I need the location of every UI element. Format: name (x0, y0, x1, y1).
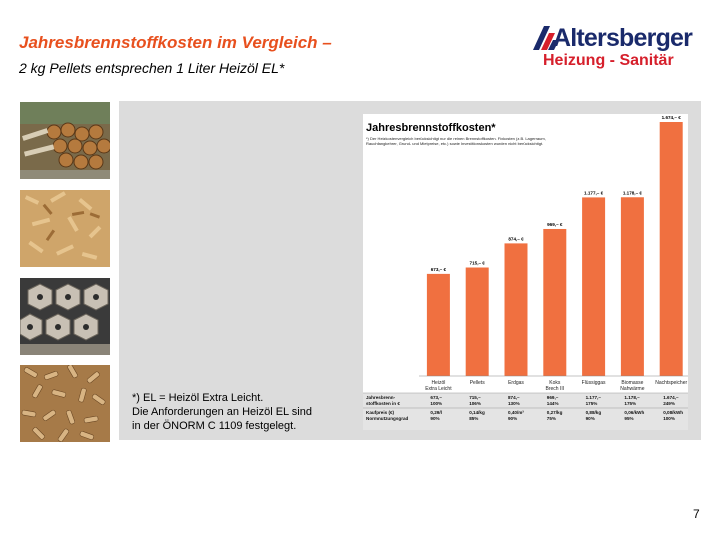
chart-bar (466, 268, 489, 376)
table-cell: 90% (430, 416, 440, 421)
table-cell: 0,14/kg (469, 410, 485, 415)
table-cell: 175% (624, 401, 637, 406)
table-row-label: Jahresbrenn- (366, 395, 396, 400)
category-label: Erdgas (508, 380, 524, 386)
category-label: Pellets (469, 380, 485, 386)
bar-value-label: 1.177,– € (584, 190, 604, 196)
table-cell: 1.177,– (585, 395, 601, 400)
table-cell: 969,– (546, 395, 559, 400)
table-cell: 0,06/kWh (624, 410, 645, 415)
slide-title: Jahresbrennstoffkosten im Vergleich – (19, 33, 332, 52)
photo-wood-chips (20, 190, 110, 267)
footnote-line: Die Anforderungen an Heizöl EL sind (132, 406, 312, 418)
table-cell: 106% (469, 401, 481, 406)
category-label: Biomasse (621, 380, 644, 386)
table-cell: 0,40/m³ (508, 410, 524, 415)
bar-value-label: 1.178,– € (622, 190, 642, 196)
chart-bar (505, 243, 528, 376)
bar-value-label: 1.674,– € (661, 115, 681, 120)
chart-footnote: *) Der Heizkostenvergleich berücksichtigt nur die reinen Brennstoffkosten. Fixkosten (z.B. Lagerraum, Rauchfangkehrer, Grund- und Mietpreise, etc.) sowie Investitionskosten wurden nicht berücksichtigt. (366, 136, 546, 146)
photo-wood-briquettes (20, 278, 110, 355)
table-cell: 85% (469, 416, 479, 421)
bar-value-label: 715,– € (469, 260, 485, 266)
bar-value-label: 874,– € (508, 236, 524, 242)
table-cell: 175% (585, 401, 598, 406)
page-number: 7 (693, 507, 700, 521)
category-label: Nachtspeicher (655, 380, 688, 386)
table-cell: 0,88/kg (585, 410, 602, 415)
table-cell: 0,08/kWh (663, 410, 684, 415)
table-cell: 130% (508, 401, 520, 406)
footnote-line: in der ÖNORM C 1109 festgelegt. (132, 420, 297, 432)
chart-bar (427, 274, 450, 376)
table-cell: 0,29/l (430, 410, 442, 415)
table-cell: 95% (624, 416, 634, 421)
table-cell: 90% (585, 416, 595, 421)
chart-bar (582, 197, 605, 376)
category-label-line2: Nahwärme (620, 386, 645, 392)
company-logo (533, 22, 705, 77)
table-cell: 715,– (469, 395, 481, 400)
table-row-label: stoffkosten in € (366, 401, 400, 406)
table-cell: 249% (663, 401, 675, 406)
photo-firewood-logs (20, 102, 110, 179)
table-cell: 1.178,– (624, 395, 640, 400)
chart-bar (543, 229, 566, 376)
table-cell: 144% (546, 401, 559, 406)
table-cell: 90% (508, 416, 518, 421)
chart-title: Jahresbrennstoffkosten* (366, 122, 496, 134)
table-cell: 75% (546, 416, 557, 421)
category-label: Flüssiggas (581, 380, 606, 386)
fuel-cost-chart (363, 114, 688, 430)
category-label-line2: Extra Leicht (425, 386, 452, 392)
category-label-line2: Brech III (545, 386, 565, 392)
chart-plot (363, 114, 688, 430)
photo-wood-pellets (20, 365, 110, 442)
bar-value-label: 673,– € (430, 266, 447, 272)
chart-bar (660, 122, 683, 376)
logo-tagline: Heizung - Sanitär (543, 52, 674, 69)
chart-bar (621, 197, 644, 376)
category-label: Heizöl (431, 380, 446, 386)
table-row-label: Normnutzungsgrad (366, 416, 409, 421)
footnote-line: *) EL = Heizöl Extra Leicht. (132, 392, 264, 404)
slide-subtitle: 2 kg Pellets entsprechen 1 Liter Heizöl EL* (19, 60, 285, 76)
table-cell: 1.674,– (663, 395, 679, 400)
logo-brand: Altersberger (553, 24, 693, 52)
table-cell: 673,– (430, 395, 442, 400)
table-cell: 0,27/kg (546, 410, 563, 415)
table-row-label: Kaufpreis (€) (366, 410, 395, 415)
footnote (132, 391, 312, 433)
bar-value-label: 969,– € (547, 221, 563, 227)
table-cell: 100% (663, 416, 675, 421)
table-cell: 100% (430, 401, 443, 406)
table-cell: 874,– (508, 395, 520, 400)
category-label: Koks (549, 380, 561, 386)
